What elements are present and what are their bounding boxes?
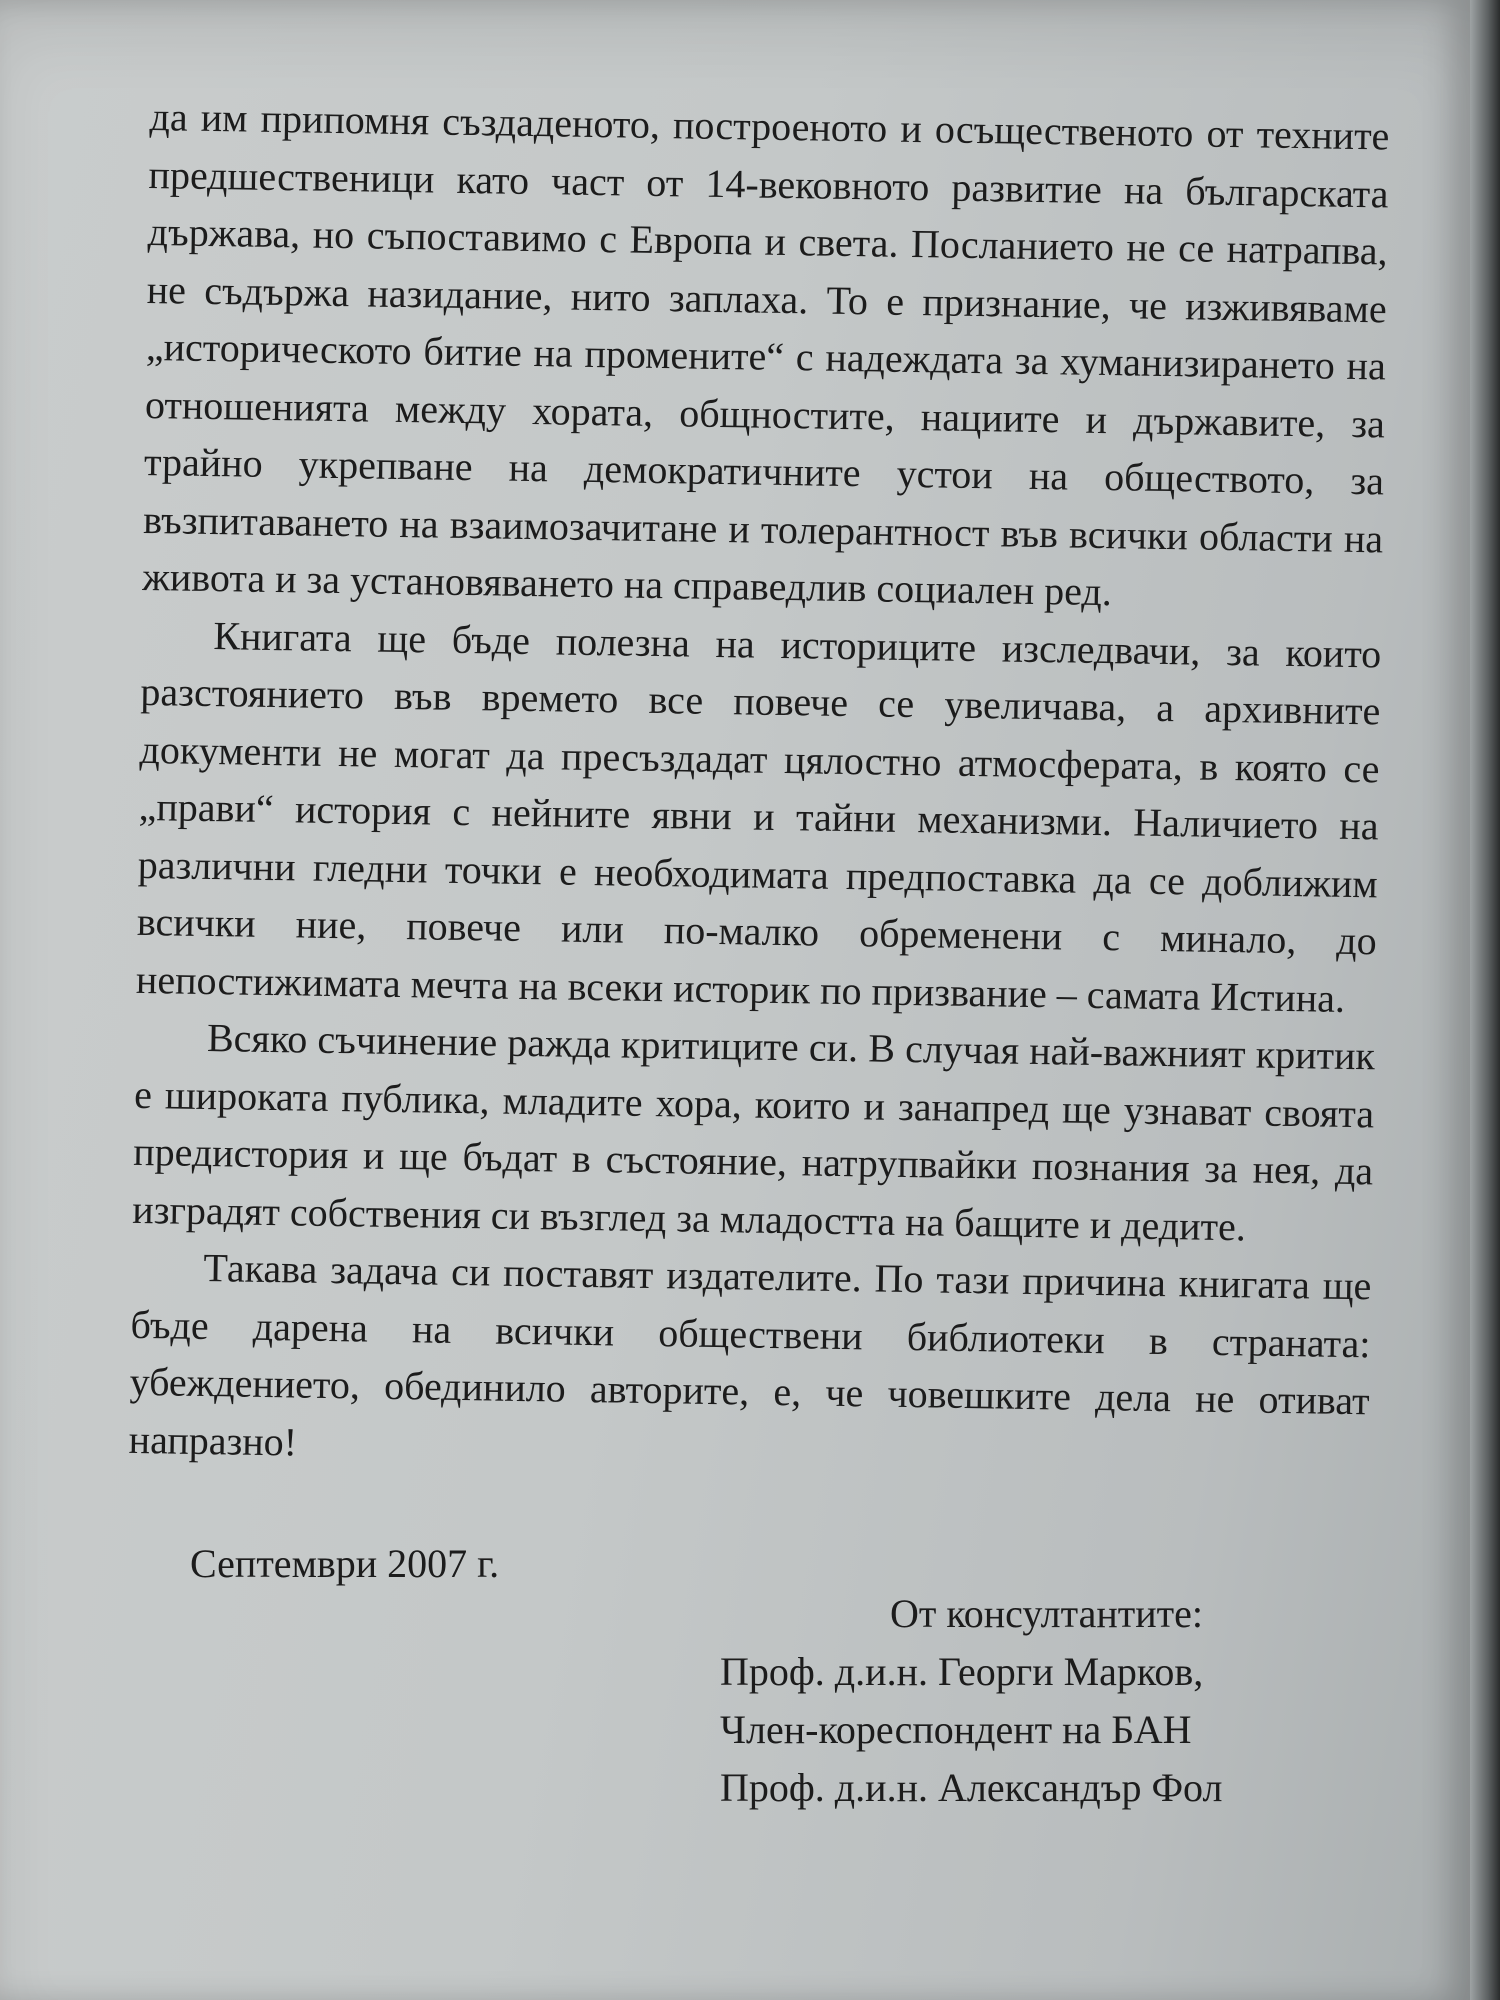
signature-block [720, 1585, 1222, 1817]
signature-title: От консултантите: [890, 1591, 1203, 1636]
signature-line-1: Проф. д.и.н. Георги Марков, [720, 1649, 1204, 1694]
paragraph-4: Такава задача си поставят издателите. По тази причина книгата ще бъде дарена на всички обществени библиотеки в страната: убеждението, обединило авторите, е, че човешките дела не отиват напразно! [128, 1244, 1372, 1464]
paragraph-3: Всяко съчинение ражда критиците си. В случая най-важният критик е широката публика, младите хора, които и занапред ще узнават своята предистория и ще бъдат в състояние, натрупвайки познания за нея, да изградят собствения си възглед за младостта на бащите и дедите. [132, 1015, 1376, 1249]
page-edge-shadow [1470, 0, 1500, 2000]
paragraph-1: да им припомня създаденото, построеното и осъщественото от техните предшественици като част от 14-вековното развитие на българската държава, но съпоставимо с Европа и света. Посланието не се натрапва, не съдържа назидание, нито заплаха. То е признание, че изживяваме „историческото битие на промените“ с надеждата за хуманизирането на отношенията между хората, общностите, нациите и държавите, за трайно укрепване на демократичните устои на обществото, за възпитаването на взаимозачитане и толерантност във всички области на живота и за установяването на справедлив социален ред. [141, 93, 1390, 615]
signature-line-3: Проф. д.и.н. Александър Фол [720, 1765, 1223, 1810]
signature-line-2: Член-кореспондент на БАН [720, 1707, 1192, 1752]
paragraph-2: Книгата ще бъде полезна на историците изследвачи, за които разстоянието във времето все повече се увеличава, а архивните документи не могат да пресъздадат цялостно атмосферата, в която се „прави“ история с нейните явни и тайни механизми. Наличието на различни гледни точки е необходимата предпоставка да се доближим всички ние, повече или по-малко обременени с минало, до непостижимата мечта на всеки историк по призвание – самата Истина. [135, 612, 1382, 1021]
date-line: Септември 2007 г. [190, 1541, 500, 1586]
